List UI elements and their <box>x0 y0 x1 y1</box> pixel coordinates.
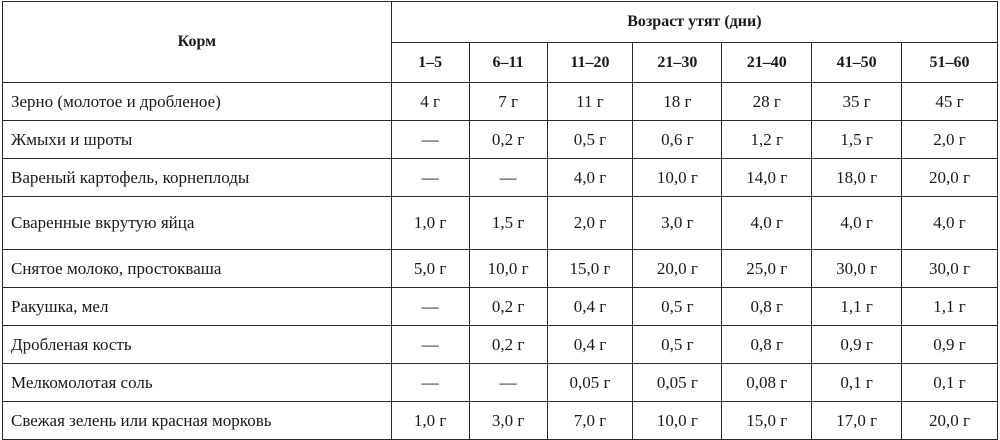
feed-amount: 3,0 г <box>633 197 722 250</box>
feed-amount: 4 г <box>391 83 469 121</box>
age-group-header: 1–5 <box>391 43 469 83</box>
feeding-table <box>2 1 998 440</box>
feed-amount: 1,0 г <box>391 402 469 440</box>
feed-amount: 4,0 г <box>902 197 998 250</box>
feed-amount: 7,0 г <box>547 402 633 440</box>
feed-amount: 0,1 г <box>812 364 902 402</box>
feed-amount: 1,5 г <box>812 121 902 159</box>
table-row <box>3 197 998 250</box>
feed-amount: 45 г <box>902 83 998 121</box>
feed-amount: 0,05 г <box>547 364 633 402</box>
feed-amount: 0,2 г <box>469 326 547 364</box>
feed-amount: 1,5 г <box>469 197 547 250</box>
table-row <box>3 364 998 402</box>
feed-amount: 28 г <box>722 83 812 121</box>
age-group-header: 21–40 <box>722 43 812 83</box>
feed-amount: 7 г <box>469 83 547 121</box>
feed-amount: — <box>391 288 469 326</box>
feed-amount: 14,0 г <box>722 159 812 197</box>
table-row <box>3 288 998 326</box>
feed-amount: 15,0 г <box>547 250 633 288</box>
table-row <box>3 83 998 121</box>
feed-amount: 25,0 г <box>722 250 812 288</box>
table-row <box>3 250 998 288</box>
feed-amount: 0,6 г <box>633 121 722 159</box>
feed-amount: 0,2 г <box>469 121 547 159</box>
age-group-header: 41–50 <box>812 43 902 83</box>
feed-amount: 10,0 г <box>469 250 547 288</box>
feed-amount: — <box>391 159 469 197</box>
feed-amount: 1,1 г <box>812 288 902 326</box>
feed-amount: 1,2 г <box>722 121 812 159</box>
feed-name: Мелкомолотая соль <box>3 364 392 402</box>
age-group-header: 51–60 <box>902 43 998 83</box>
feed-amount: 2,0 г <box>547 197 633 250</box>
feed-amount: 20,0 г <box>902 402 998 440</box>
feed-amount: 0,8 г <box>722 326 812 364</box>
feed-amount: 20,0 г <box>633 250 722 288</box>
feed-amount: 0,4 г <box>547 326 633 364</box>
feed-amount: 10,0 г <box>633 402 722 440</box>
feed-amount: 35 г <box>812 83 902 121</box>
feed-amount: 30,0 г <box>902 250 998 288</box>
feed-amount: 4,0 г <box>547 159 633 197</box>
feed-amount: 4,0 г <box>722 197 812 250</box>
feed-amount: 30,0 г <box>812 250 902 288</box>
feed-amount: 0,9 г <box>812 326 902 364</box>
table-row <box>3 159 998 197</box>
feed-amount: — <box>391 121 469 159</box>
feed-amount: 4,0 г <box>812 197 902 250</box>
feed-amount: — <box>469 159 547 197</box>
header-feed: Корм <box>3 2 392 83</box>
feed-amount: 20,0 г <box>902 159 998 197</box>
feed-amount: 0,5 г <box>633 288 722 326</box>
feed-amount: 15,0 г <box>722 402 812 440</box>
feed-amount: 0,8 г <box>722 288 812 326</box>
feed-amount: 5,0 г <box>391 250 469 288</box>
feed-name: Свежая зелень или красная морковь <box>3 402 392 440</box>
feed-name: Жмыхи и шроты <box>3 121 392 159</box>
feed-amount: — <box>391 364 469 402</box>
feed-amount: 0,08 г <box>722 364 812 402</box>
feed-amount: 1,1 г <box>902 288 998 326</box>
feed-amount: 0,5 г <box>547 121 633 159</box>
feed-name: Снятое молоко, простокваша <box>3 250 392 288</box>
age-group-header: 11–20 <box>547 43 633 83</box>
feed-amount: 0,1 г <box>902 364 998 402</box>
feed-amount: 0,05 г <box>633 364 722 402</box>
feed-amount: 0,4 г <box>547 288 633 326</box>
feed-name: Вареный картофель, корнеплоды <box>3 159 392 197</box>
age-group-header: 21–30 <box>633 43 722 83</box>
feed-amount: 18 г <box>633 83 722 121</box>
feed-name: Ракушка, мел <box>3 288 392 326</box>
feed-amount: 18,0 г <box>812 159 902 197</box>
feed-amount: 17,0 г <box>812 402 902 440</box>
feed-amount: 2,0 г <box>902 121 998 159</box>
feed-amount: 3,0 г <box>469 402 547 440</box>
feed-name: Зерно (молотое и дробленое) <box>3 83 392 121</box>
feed-amount: 1,0 г <box>391 197 469 250</box>
age-group-header: 6–11 <box>469 43 547 83</box>
table-row <box>3 402 998 440</box>
feed-amount: — <box>469 364 547 402</box>
feed-amount: 0,2 г <box>469 288 547 326</box>
feed-name: Дробленая кость <box>3 326 392 364</box>
feed-amount: — <box>391 326 469 364</box>
table-row <box>3 121 998 159</box>
feed-amount: 0,5 г <box>633 326 722 364</box>
feed-amount: 10,0 г <box>633 159 722 197</box>
header-age: Возраст утят (дни) <box>391 2 997 43</box>
table-row <box>3 326 998 364</box>
feed-name: Сваренные вкрутую яйца <box>3 197 392 250</box>
feed-amount: 11 г <box>547 83 633 121</box>
feed-amount: 0,9 г <box>902 326 998 364</box>
